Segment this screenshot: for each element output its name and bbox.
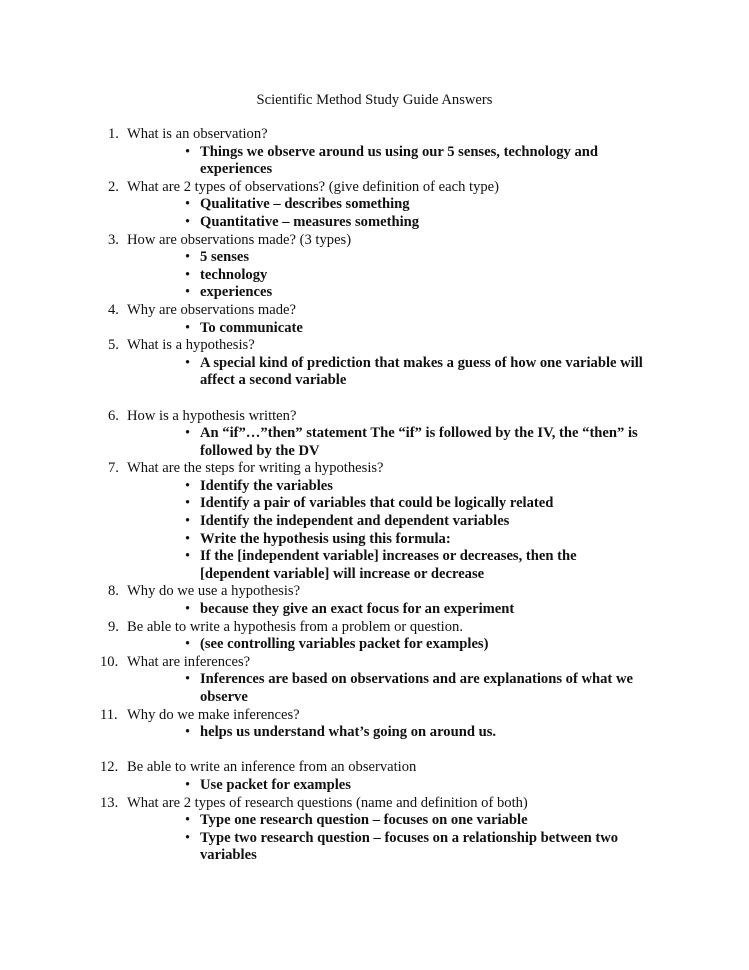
answer-text: Qualitative – describes something	[200, 196, 410, 213]
question-number: 3.	[108, 231, 119, 248]
question-number: 10.	[100, 653, 119, 670]
answer-item	[0, 425, 749, 460]
answer-list	[0, 478, 749, 584]
answer-list	[0, 249, 749, 302]
question-item	[0, 654, 749, 672]
question-text: What is an observation?	[127, 126, 268, 142]
question-item	[0, 619, 749, 637]
answer-list	[0, 196, 749, 231]
answer-item	[0, 144, 749, 179]
answer-list	[0, 144, 749, 179]
answer-item	[0, 548, 749, 583]
answer-list	[0, 355, 749, 390]
question-item	[0, 460, 749, 478]
question-text: How is a hypothesis written?	[127, 407, 297, 424]
answer-list	[0, 777, 749, 795]
bullet-icon: •	[185, 812, 191, 829]
question-item	[0, 179, 749, 197]
answer-text: because they give an exact focus for an experiment	[200, 601, 515, 618]
bullet-icon: •	[185, 724, 191, 741]
question-item	[0, 795, 749, 813]
question-text: What are 2 types of research questions (name and definition of both)	[127, 794, 528, 811]
answer-list	[0, 425, 749, 460]
question-list	[0, 126, 749, 865]
answer-item	[0, 777, 749, 795]
question-text: What are the steps for writing a hypothesis?	[127, 460, 384, 477]
bullet-icon: •	[185, 143, 191, 160]
answer-text: Write the hypothesis using this formula:	[200, 530, 451, 547]
answer-item	[0, 267, 749, 285]
question-item	[0, 337, 749, 355]
answer-text: If the [independent variable] increases or decreases, then the [dependent variable] will increase or decrease	[200, 548, 577, 582]
bullet-icon: •	[185, 513, 191, 530]
answer-text: Things we observe around us using our 5 senses, technology and experiences	[200, 143, 599, 178]
question-number: 9.	[108, 618, 119, 635]
answer-item	[0, 671, 749, 706]
answer-item	[0, 214, 749, 232]
bullet-icon: •	[185, 495, 191, 512]
answer-item	[0, 284, 749, 302]
bullet-icon: •	[185, 776, 191, 793]
answer-item	[0, 531, 749, 549]
answer-text: Quantitative – measures something	[200, 213, 420, 230]
bullet-icon: •	[185, 548, 191, 565]
answer-text: Identify the independent and dependent variables	[200, 513, 510, 530]
question-item	[0, 759, 749, 777]
question-number: 8.	[108, 583, 119, 600]
bullet-icon: •	[185, 354, 191, 371]
question-number: 1.	[108, 126, 119, 142]
question-text: Why are observations made?	[127, 301, 296, 318]
bullet-icon: •	[185, 284, 191, 301]
answer-list	[0, 812, 749, 865]
bullet-icon: •	[185, 601, 191, 618]
question-number: 7.	[108, 460, 119, 477]
answer-item	[0, 478, 749, 496]
question-text: Why do we make inferences?	[127, 706, 300, 723]
question-text: Be able to write a hypothesis from a problem or question.	[127, 618, 463, 635]
answer-item	[0, 636, 749, 654]
question-number: 12.	[100, 759, 119, 776]
answer-list	[0, 671, 749, 706]
bullet-icon: •	[185, 829, 191, 846]
bullet-icon: •	[185, 530, 191, 547]
answer-text: (see controlling variables packet for examples)	[200, 636, 489, 653]
answer-item	[0, 495, 749, 513]
bullet-icon: •	[185, 266, 191, 283]
answer-item	[0, 812, 749, 830]
bullet-icon: •	[185, 671, 191, 688]
question-item	[0, 302, 749, 320]
question-text: How are observations made? (3 types)	[127, 231, 352, 248]
answer-text: Use packet for examples	[200, 776, 351, 793]
document-title: Scientific Method Study Guide Answers	[256, 92, 493, 108]
question-text: What are inferences?	[127, 653, 251, 670]
answer-list	[0, 724, 749, 742]
answer-list	[0, 320, 749, 338]
answer-item	[0, 513, 749, 531]
bullet-icon: •	[185, 319, 191, 336]
answer-text: experiences	[200, 284, 273, 301]
answer-text: Type two research question – focuses on a relationship between two variables	[200, 829, 619, 864]
answer-list	[0, 601, 749, 619]
bullet-icon: •	[185, 249, 191, 266]
answer-text: 5 senses	[200, 249, 250, 266]
question-number: 13.	[100, 794, 119, 811]
question-text: Be able to write an inference from an observation	[127, 759, 417, 776]
answer-text: To communicate	[200, 319, 303, 336]
answer-text: Identify a pair of variables that could be logically related	[200, 495, 554, 512]
question-text: Why do we use a hypothesis?	[127, 583, 301, 600]
answer-text: A special kind of prediction that makes a guess of how one variable will affect a second variable	[200, 354, 643, 389]
question-item	[0, 408, 749, 426]
answer-text: Inferences are based on observations and are explanations of what we observe	[200, 671, 633, 705]
question-item	[0, 126, 749, 144]
question-number: 4.	[108, 301, 119, 318]
question-text: What is a hypothesis?	[127, 337, 255, 354]
bullet-icon: •	[185, 636, 191, 653]
answer-text: Identify the variables	[200, 477, 333, 494]
answer-text: An “if”…”then” statement The “if” is followed by the IV, the “then” is followed by the DV	[200, 425, 638, 459]
bullet-icon: •	[185, 477, 191, 494]
question-number: 11.	[100, 706, 118, 723]
question-number: 5.	[108, 337, 119, 354]
bullet-icon: •	[185, 196, 191, 213]
answer-item	[0, 355, 749, 390]
question-text: What are 2 types of observations? (give definition of each type)	[127, 178, 500, 195]
bullet-icon: •	[185, 425, 191, 442]
question-number: 6.	[108, 407, 119, 424]
answer-list	[0, 636, 749, 654]
bullet-icon: •	[185, 213, 191, 230]
answer-item	[0, 320, 749, 338]
question-item	[0, 583, 749, 601]
answer-item	[0, 249, 749, 267]
answer-item	[0, 196, 749, 214]
question-number: 2.	[108, 178, 119, 195]
answer-text: helps us understand what’s going on around us.	[200, 724, 497, 741]
question-item	[0, 232, 749, 250]
answer-text: technology	[200, 266, 268, 283]
answer-item	[0, 830, 749, 865]
answer-text: Type one research question – focuses on one variable	[200, 812, 528, 829]
answer-item	[0, 724, 749, 742]
answer-item	[0, 601, 749, 619]
question-item	[0, 707, 749, 725]
